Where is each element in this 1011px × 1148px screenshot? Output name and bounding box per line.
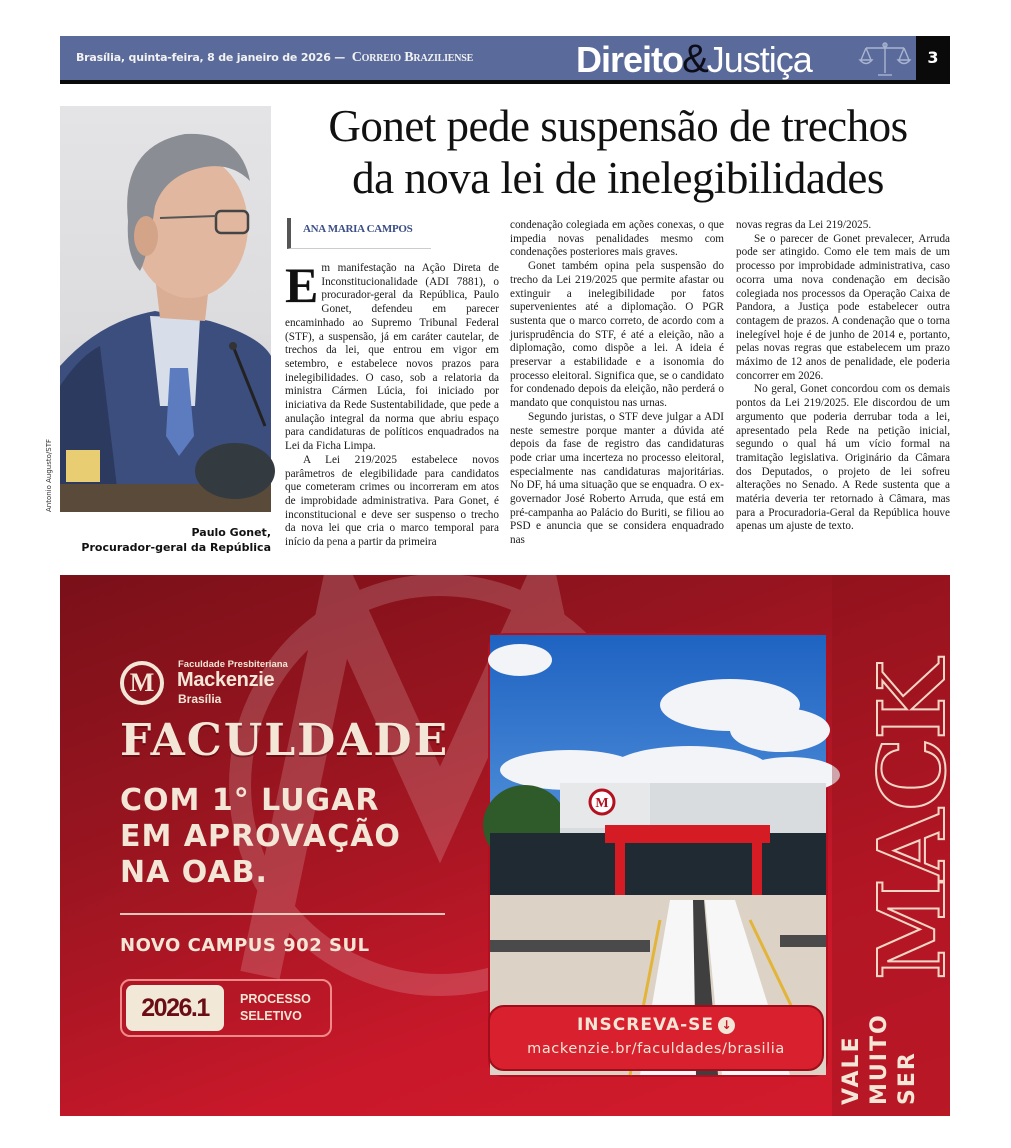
- portrait-illustration: [60, 106, 271, 512]
- caption-name: Paulo Gonet,: [191, 526, 271, 539]
- vertical-brand-panel: [832, 575, 966, 1116]
- ad-claim-line-3: NA OAB.: [120, 855, 268, 890]
- section-title-word1: Direito: [576, 39, 684, 80]
- article-column-2: [510, 219, 724, 548]
- ad-claim-line-1: COM 1° LUGAR: [120, 783, 380, 818]
- badge-text: [240, 991, 311, 1025]
- cta-title[interactable]: [490, 1015, 822, 1035]
- selection-process-badge: [120, 979, 332, 1037]
- logo-name: Mackenzie: [177, 669, 275, 691]
- mackenzie-advertisement[interactable]: [60, 575, 966, 1116]
- tagline-line-1: VALE: [839, 1035, 864, 1105]
- badge-line-1: PROCESSO: [240, 992, 311, 1006]
- article-paragraph: Se o parecer de Gonet prevalecer, Arruda pode ser atingido. Como ele tem mais de um processo por improbidade administrativa, caso ocorra uma nova condenação em decisão colegiada nos processos da Operação Caixa de Pandora, a Justiça pode estabelecer outra contagem de prazos. A condenação que o torna inelegível hoje é de junho de 2014 e, portanto, pelas novas regras que estabelecem um prazo máximo de 12 anos de penalidade, ele poderia concorrer em 2026.: [736, 232, 950, 382]
- logo-subtitle: Faculdade Presbiteriana: [178, 659, 288, 670]
- tagline-line-3: SER: [895, 1051, 920, 1105]
- photo-caption: [60, 525, 271, 555]
- caption-role: Procurador-geral da República: [81, 541, 271, 554]
- mackenzie-logo: [120, 659, 420, 719]
- tagline-line-2: MUITO: [867, 1013, 892, 1105]
- cta-label[interactable]: INSCREVA-SE: [576, 1015, 715, 1035]
- badge-line-2: SELETIVO: [240, 1009, 302, 1023]
- dateline-text: Brasília, quinta-feira, 8 de janeiro de 2026 —: [76, 51, 346, 64]
- dateline: [76, 50, 473, 66]
- svg-text:M: M: [595, 796, 609, 811]
- article-paragraph: [285, 257, 499, 454]
- section-title-ampersand: &: [682, 37, 708, 81]
- section-title: [576, 36, 812, 80]
- article-paragraph: Segundo juristas, o STF deve julgar a ADI neste semestre porque manter a dúvida até depois da fase de registro das candidaturas pode criar uma incerteza no processo eleitoral, especialmente nas candidaturas majoritárias. No DF, há uma situação que se enquadra. O ex-governador José Roberto Arruda, que está em pré-campanha ao Palácio do Buriti, se filiou ao PSD e anuncia que se considera enquadrado nas: [510, 410, 724, 547]
- article-column-1: [285, 257, 499, 550]
- page-number: 3: [916, 36, 950, 80]
- article-paragraph: novas regras da Lei 219/2025.: [736, 219, 872, 231]
- cta-url-link[interactable]: mackenzie.br/faculdades/brasilia: [527, 1041, 785, 1057]
- article-photo-paulo-gonet: [60, 106, 271, 512]
- ad-divider: [120, 913, 445, 915]
- photo-credit: Antonio Augusto/STF: [45, 438, 53, 512]
- newspaper-name: Correio Braziliense: [351, 50, 474, 65]
- byline: ANA MARIA CAMPOS: [287, 218, 431, 249]
- section-header-bar: [60, 36, 950, 84]
- article-column-3: [736, 219, 950, 534]
- logo-m-emblem: M: [120, 661, 164, 705]
- article-headline: [285, 100, 951, 204]
- headline-line-2: da nova lei de inelegibilidades: [352, 153, 884, 203]
- ad-claim-line-2: EM APROVAÇÃO: [120, 819, 401, 854]
- section-title-word2: Justiça: [706, 39, 812, 80]
- scales-of-justice-icon: [858, 40, 912, 78]
- arrow-down-circle-icon: ↓: [718, 1017, 735, 1034]
- ad-campus: NOVO CAMPUS 902 SUL: [120, 935, 370, 956]
- vertical-brand-mack: MACK: [858, 661, 966, 980]
- headline-line-1: Gonet pede suspensão de trechos: [328, 101, 908, 151]
- enroll-cta[interactable]: [488, 1005, 824, 1071]
- article-paragraph: No geral, Gonet concordou com os demais pontos da Lei 219/2025. Ele discordou de um argumento que poderia derrubar toda a lei, apresentado pela Rede na petição inicial, segundo o qual há um vício formal na tramitação legislativa. Originário da Câmara dos Deputados, o projeto de lei sofreu alterações no Senado. A Rede sustenta que a matéria deveria ter retornado à Câmara, mas para a Procuradoria-Geral da República houve apenas um ajuste de texto.: [736, 383, 950, 533]
- ad-headline: FACULDADE: [120, 715, 450, 766]
- badge-year: 2026.1: [126, 985, 224, 1031]
- logo-city: Brasília: [178, 692, 222, 706]
- article-paragraph: A Lei 219/2025 estabelece novos parâmetros de elegibilidade para candidatos que cometeram crimes ou incorreram em atos de improbidade administrativa. Para Gonet, é inconstitucional e deve ser suspenso o trecho da nova lei que cria o marco temporal para início da pena a partir da primeira: [285, 453, 499, 549]
- ad-claim: [120, 783, 401, 891]
- article-paragraph: Gonet também opina pela suspensão do trecho da Lei 219/2025 que permite afastar ou extinguir a inelegibilidade por fatos supervenientes até a diplomação. O PGR sustenta que o marco correto, de acordo com a jurisprudência do STF, é até a eleição, não a diplomação, como dispõe a lei. A ideia é preservar a estabilidade e a isonomia do processo eleitoral. Significa que, se o candidato for condenado depois da eleição, não perderá o mandato que conquistou nas urnas.: [510, 260, 724, 410]
- drop-cap: E: [285, 257, 319, 313]
- article-paragraph: condenação colegiada em ações conexas, o que impedia novas penalidades mesmo com condenações posteriores mais graves.: [510, 219, 724, 259]
- paragraph-text: m manifestação na Ação Direta de Inconstitucionalidade (ADI 7881), o procurador-geral da República, Paulo Gonet, defendeu em parecer encaminhado ao Supremo Tribunal Federal (STF), a suspensão, já em caráter cautelar, de trechos da lei, que entrou em vigor em setembro, e estabelece novos prazos para inelegibilidades. O caso, sob a relatoria da ministra Cármen Lúcia, foi iniciado por iniciativa da Rede Sustentabilidade, que pede a anulação integral da norma que abriu espaço para candidaturas de políticos enquadrados na Lei da Ficha Limpa.: [285, 262, 499, 453]
